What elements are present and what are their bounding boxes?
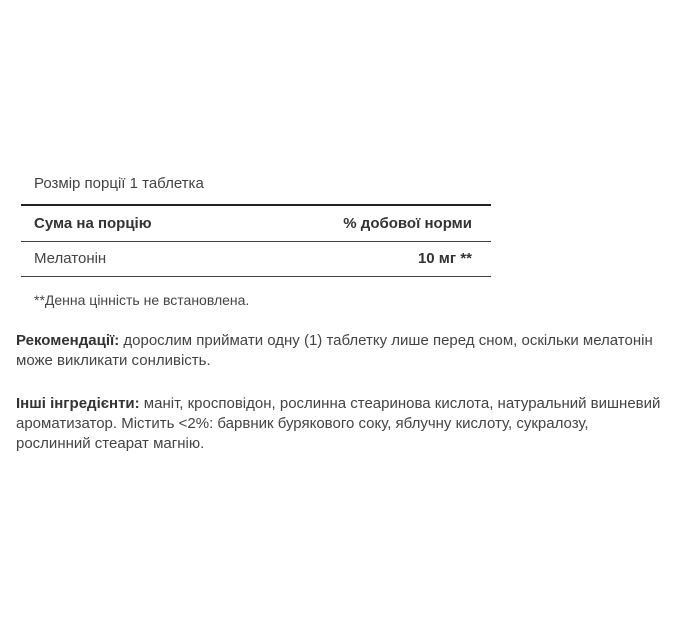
other-ingredients-label: Інші інгредієнти: [16, 395, 140, 412]
table-row [21, 242, 491, 276]
ingredient-amount: 10 мг ** [417, 250, 472, 267]
other-ingredients-text: маніт, кросповідон, рослинна стеаринова кислота, натуральний вишневий ароматизатор. Містить <2%: барвник бурякового соку, яблучну кислоту, сукралозу, рослинний стеарат магнію. [16, 395, 661, 452]
other-ingredients-paragraph [16, 394, 666, 454]
recommendations-text: дорослим приймати одну (1) таблетку лише перед сном, оскільки мелатонін може викликати сонливість. [16, 332, 653, 369]
daily-value-label: % добової норми [343, 214, 472, 232]
daily-value-footnote: **Денна цінність не встановлена. [34, 292, 250, 308]
recommendations-label: Рекомендації: [16, 332, 120, 349]
serving-size: Розмір порції 1 таблетка [34, 175, 204, 192]
facts-header-row [21, 206, 491, 241]
amount-per-serving-label: Сума на порцію [34, 214, 152, 232]
supplement-facts-panel [21, 165, 491, 310]
recommendations-paragraph [16, 331, 666, 371]
ingredient-name: Мелатонін [34, 250, 107, 267]
